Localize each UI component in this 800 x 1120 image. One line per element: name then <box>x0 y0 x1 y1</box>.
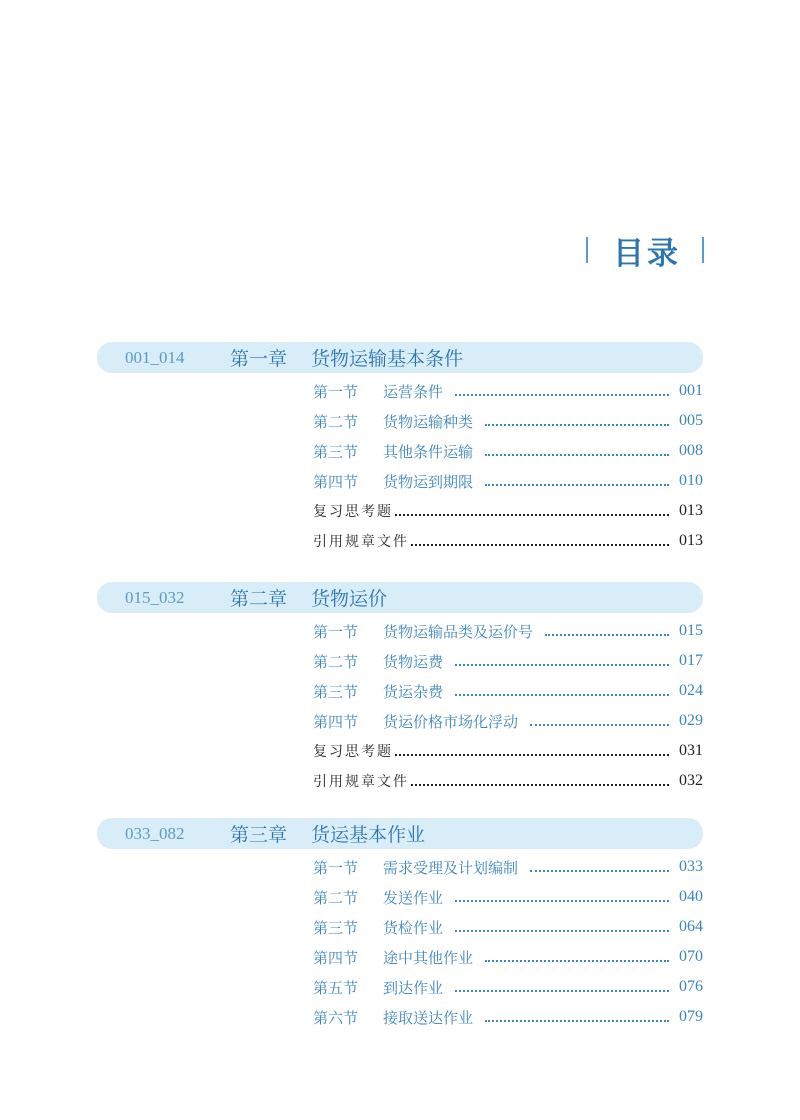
section-title: 货检作业 <box>383 918 444 937</box>
toc-entry[interactable] <box>313 466 703 496</box>
page-number: 070 <box>679 948 703 965</box>
chapter-entries <box>313 852 703 1032</box>
dot-leader <box>530 870 669 872</box>
toc-entry[interactable] <box>313 376 703 406</box>
page-number: 013 <box>679 502 703 519</box>
toc-extra-entry[interactable] <box>313 736 703 766</box>
section-number: 第三节 <box>313 682 359 701</box>
dot-leader <box>485 960 669 962</box>
title-right-bar <box>702 237 704 263</box>
page-number: 008 <box>679 442 703 459</box>
toc-entry[interactable] <box>313 646 703 676</box>
chapter-header[interactable] <box>97 582 703 613</box>
chapter-title: 货物运输基本条件 <box>311 348 464 370</box>
dot-leader <box>395 514 669 516</box>
chapter-page-range: 001_014 <box>125 347 185 367</box>
section-title: 接取送达作业 <box>383 1008 474 1027</box>
dot-leader <box>395 754 669 756</box>
page-number: 079 <box>679 1008 703 1025</box>
dot-leader <box>485 484 669 486</box>
dot-leader <box>455 694 669 696</box>
toc-entry[interactable] <box>313 942 703 972</box>
extra-title: 引用规章文件 <box>313 534 409 550</box>
chapter-number: 第三章 <box>230 824 288 846</box>
toc-entry[interactable] <box>313 1002 703 1032</box>
section-number: 第四节 <box>313 712 359 731</box>
dot-leader <box>455 664 669 666</box>
toc-extra-entry[interactable] <box>313 496 703 526</box>
page-number: 040 <box>679 888 703 905</box>
page-number: 015 <box>679 622 703 639</box>
section-number: 第三节 <box>313 918 359 937</box>
toc-entry[interactable] <box>313 436 703 466</box>
section-number: 第二节 <box>313 412 359 431</box>
section-title: 发送作业 <box>383 888 444 907</box>
dot-leader <box>485 1020 669 1022</box>
page-number: 005 <box>679 412 703 429</box>
dot-leader <box>411 544 669 546</box>
page-number: 031 <box>679 742 703 759</box>
section-title: 货物运输种类 <box>383 412 474 431</box>
chapter-title: 货运基本作业 <box>311 824 426 846</box>
toc-entry[interactable] <box>313 852 703 882</box>
toc-entry[interactable] <box>313 616 703 646</box>
chapter-number: 第二章 <box>230 588 288 610</box>
section-number: 第一节 <box>313 622 359 641</box>
chapter-title: 货物运价 <box>311 588 388 610</box>
toc-extra-entry[interactable] <box>313 766 703 796</box>
page-number: 010 <box>679 472 703 489</box>
toc-entry[interactable] <box>313 676 703 706</box>
dot-leader <box>455 990 669 992</box>
page-number: 064 <box>679 918 703 935</box>
dot-leader <box>485 424 669 426</box>
section-title: 运营条件 <box>383 382 444 401</box>
dot-leader <box>485 454 669 456</box>
chapter-header[interactable] <box>97 342 703 373</box>
section-title: 途中其他作业 <box>383 948 474 967</box>
section-number: 第三节 <box>313 442 359 461</box>
chapter-2 <box>97 582 703 796</box>
dot-leader <box>455 900 669 902</box>
section-title: 其他条件运输 <box>383 442 474 461</box>
chapter-page-range: 033_082 <box>125 823 185 843</box>
chapter-1 <box>97 342 703 556</box>
extra-title: 引用规章文件 <box>313 774 409 790</box>
dot-leader <box>455 394 669 396</box>
section-number: 第四节 <box>313 472 359 491</box>
page-number: 001 <box>679 382 703 399</box>
section-title: 到达作业 <box>383 978 444 997</box>
title-left-bar <box>586 237 588 263</box>
page-number: 029 <box>679 712 703 729</box>
section-number: 第二节 <box>313 652 359 671</box>
section-number: 第一节 <box>313 858 359 877</box>
page-number: 033 <box>679 858 703 875</box>
section-number: 第四节 <box>313 948 359 967</box>
dot-leader <box>530 724 669 726</box>
section-title: 货物运费 <box>383 652 444 671</box>
page-title: 目录 <box>613 235 681 272</box>
toc-entry[interactable] <box>313 972 703 1002</box>
page-number: 032 <box>679 772 703 789</box>
section-number: 第一节 <box>313 382 359 401</box>
chapter-number: 第一章 <box>230 348 288 370</box>
toc-entry[interactable] <box>313 406 703 436</box>
extra-title: 复习思考题 <box>313 744 393 760</box>
chapter-entries <box>313 616 703 796</box>
toc-heading <box>586 230 704 270</box>
dot-leader <box>545 634 669 636</box>
dot-leader <box>411 784 669 786</box>
dot-leader <box>455 930 669 932</box>
page-number: 076 <box>679 978 703 995</box>
page-number: 024 <box>679 682 703 699</box>
toc-entry[interactable] <box>313 882 703 912</box>
section-number: 第六节 <box>313 1008 359 1027</box>
section-number: 第五节 <box>313 978 359 997</box>
page-number: 013 <box>679 532 703 549</box>
toc-entry[interactable] <box>313 706 703 736</box>
page-number: 017 <box>679 652 703 669</box>
chapter-3 <box>97 818 703 1032</box>
section-title: 货运杂费 <box>383 682 444 701</box>
section-title: 货物运到期限 <box>383 472 474 491</box>
section-title: 需求受理及计划编制 <box>383 858 519 877</box>
section-title: 货物运输品类及运价号 <box>383 622 534 641</box>
chapter-page-range: 015_032 <box>125 587 185 607</box>
chapter-header[interactable] <box>97 818 703 849</box>
section-title: 货运价格市场化浮动 <box>383 712 519 731</box>
extra-title: 复习思考题 <box>313 504 393 520</box>
chapter-entries <box>313 376 703 556</box>
toc-extra-entry[interactable] <box>313 526 703 556</box>
section-number: 第二节 <box>313 888 359 907</box>
toc-entry[interactable] <box>313 912 703 942</box>
